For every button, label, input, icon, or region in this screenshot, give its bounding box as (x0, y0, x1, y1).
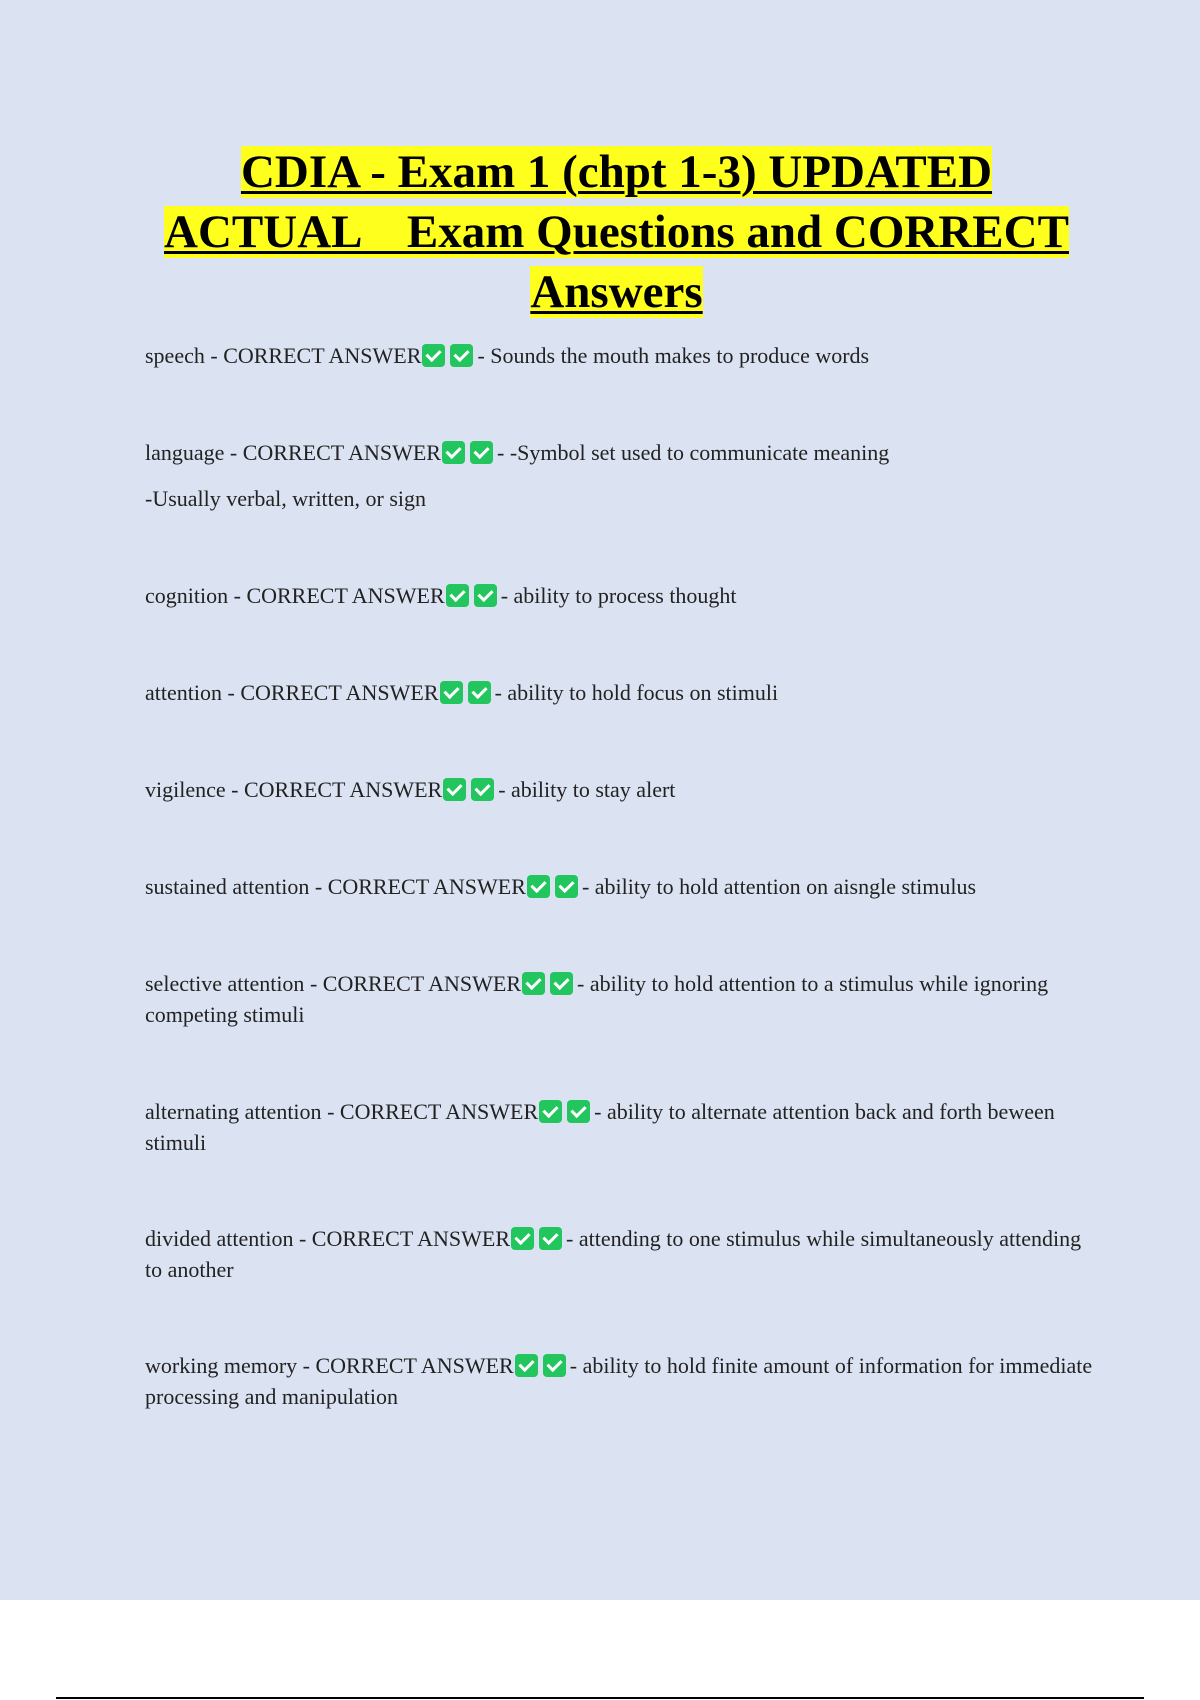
check-icon (468, 681, 491, 704)
qa-definition: ability to process thought (513, 583, 737, 608)
answer-marker: CORRECT ANSWER (223, 343, 422, 368)
answer-marker: CORRECT ANSWER (339, 1099, 539, 1124)
check-icon (511, 1227, 534, 1250)
answer-marker: CORRECT ANSWER (311, 1226, 511, 1251)
check-icon (474, 584, 497, 607)
check-icon (470, 441, 493, 464)
title-line: CDIA - Exam 1 (chpt 1-3) UPDATED (240, 146, 993, 198)
qa-definition: ability to hold finite amount of information for immediate processing and manipulation (145, 1353, 1093, 1409)
answer-marker: CORRECT ANSWER (315, 1353, 514, 1378)
title-line: ACTUAL Exam Questions and CORRECT (164, 206, 1069, 258)
check-icon (539, 1227, 562, 1250)
qa-definition: ability to hold attention to a stimulus while ignoring competing stimuli (145, 971, 1049, 1027)
qa-definition: -Symbol set used to communicate meaning (509, 440, 890, 465)
check-icon (550, 972, 573, 995)
qa-term: selective attention (145, 971, 305, 996)
check-icon (443, 778, 466, 801)
qa-definition: ability to hold attention on aisngle stimulus (594, 874, 977, 899)
qa-item: cognition - CORRECT ANSWER - ability to process thought (145, 583, 737, 608)
qa-item: selective attention - CORRECT ANSWER - ability to hold attention to a stimulus while ignoring competing stimuli (145, 971, 1049, 1027)
check-icon (515, 1354, 538, 1377)
qa-term: sustained attention (145, 874, 310, 899)
answer-marker: CORRECT ANSWER (240, 680, 439, 705)
answer-marker: CORRECT ANSWER (246, 583, 445, 608)
answer-marker: CORRECT ANSWER (242, 440, 441, 465)
check-icon (446, 584, 469, 607)
qa-term: cognition (145, 583, 229, 608)
qa-definition-extra: -Usually verbal, written, or sign (145, 486, 427, 511)
qa-item: language - CORRECT ANSWER - -Symbol set used to communicate meaning -Usually verbal, written, or sign (145, 437, 1095, 514)
check-icon (555, 875, 578, 898)
qa-definition: ability to stay alert (511, 777, 676, 802)
qa-term: alternating attention (145, 1099, 322, 1124)
document-title (120, 142, 1113, 322)
qa-item: alternating attention - CORRECT ANSWER - ability to alternate attention back and forth beween stimuli (145, 1099, 1055, 1155)
check-icon (539, 1100, 562, 1123)
qa-term: language (145, 440, 225, 465)
qa-item: vigilence - CORRECT ANSWER - ability to stay alert (145, 777, 676, 802)
check-icon (450, 344, 473, 367)
qa-term: working memory (145, 1353, 298, 1378)
answer-marker: CORRECT ANSWER (243, 777, 443, 802)
footer-divider (56, 1697, 1144, 1699)
check-icon (471, 778, 494, 801)
answer-marker: CORRECT ANSWER (327, 874, 526, 899)
check-icon (527, 875, 550, 898)
check-icon (567, 1100, 590, 1123)
check-icon (442, 441, 465, 464)
check-icon (440, 681, 463, 704)
qa-item: attention - CORRECT ANSWER - ability to hold focus on stimuli (145, 680, 779, 705)
qa-item: speech - CORRECT ANSWER - Sounds the mouth makes to produce words (145, 343, 870, 368)
qa-definition: ability to hold focus on stimuli (507, 680, 779, 705)
check-icon (522, 972, 545, 995)
qa-definition: ability to alternate attention back and forth beween stimuli (145, 1099, 1055, 1155)
title-line: Answers (530, 266, 703, 318)
qa-term: speech (145, 343, 205, 368)
qa-definition: attending to one stimulus while simultaneously attending to another (145, 1226, 1082, 1282)
answer-marker: CORRECT ANSWER (322, 971, 522, 996)
qa-item: working memory - CORRECT ANSWER - ability to hold finite amount of information for immediate processing and manipulation (145, 1353, 1093, 1409)
qa-term: vigilence (145, 777, 226, 802)
qa-term: attention (145, 680, 222, 705)
qa-definition: Sounds the mouth makes to produce words (490, 343, 870, 368)
qa-term: divided attention (145, 1226, 294, 1251)
qa-item: divided attention - CORRECT ANSWER - attending to one stimulus while simultaneously attending to another (145, 1226, 1082, 1282)
check-icon (543, 1354, 566, 1377)
qa-item: sustained attention - CORRECT ANSWER - ability to hold attention on aisngle stimulus (145, 874, 977, 899)
check-icon (422, 344, 445, 367)
